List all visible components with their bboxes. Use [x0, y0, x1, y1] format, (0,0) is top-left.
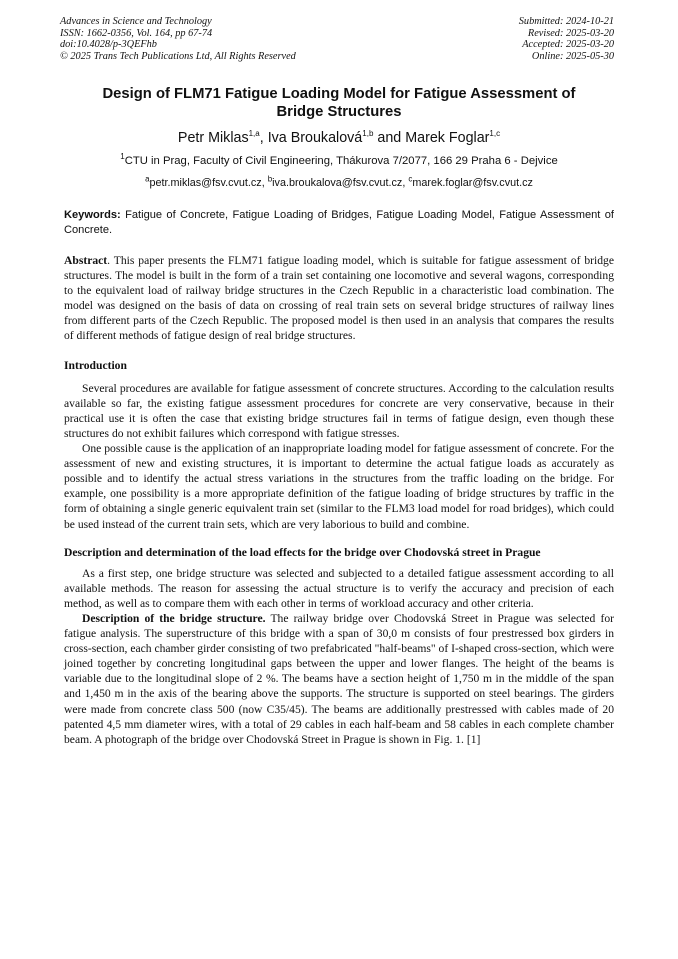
section2-paragraph-2	[64, 611, 617, 747]
email-list	[64, 176, 614, 190]
intro-paragraph-2: One possible cause is the application of an inappropriate loading model for fatigue assessment of concrete. For the assessment of new and existing structures, it is important to determine the actual fatigue loads as accurately as possible and to identify the actual stress variations in the structures from the traffic loading on the bridge. For example, one possibility is a more appropriate definition of the fatigue loading of bridge structures by traffic in the form of obtaining a single generic equivalent train set (similar to the FLM3 load model for road bridges), which could be used instead of the current train sets, which are very laborious to build and combine.	[64, 442, 614, 531]
intro-paragraph-1: Several procedures are available for fatigue assessment of concrete structures. According to the calculation results available so far, the existing fatigue assessment procedures for concrete are very conservative, because in their practical use it is often the case that existing bridge structures fail in terms of fatigue design, even though these structures do not exhibit failures which correspond with fatigue stresses.	[64, 381, 614, 440]
author-list	[64, 129, 614, 147]
paper-title: Design of FLM71 Fatigue Loading Model for Fatigue Assessment of Bridge Structures	[102, 86, 576, 120]
email-address[interactable]: iva.broukalova@fsv.cvut.cz	[272, 177, 403, 189]
email-sup: c	[408, 174, 413, 184]
email-separator: ,	[402, 177, 409, 189]
copyright: © 2025 Trans Tech Publications Ltd, All Rights Reserved	[60, 50, 296, 62]
running-header	[60, 16, 614, 62]
author-separator: and	[373, 130, 406, 146]
affiliation-text: CTU in Prag, Faculty of Civil Engineering, Thákurova 7/2077, 166 29 Praha 6 - Dejvice	[124, 155, 558, 167]
author-affiliation-sup: 1,b	[362, 129, 374, 139]
section2-paragraph-2-text: The railway bridge over Chodovská Street in Prague was selected for fatigue analysis. The superstructure of this bridge with a span of 30,0 m consists of four prestressed box girders in cross-section, each chamber girder consisting of two prefabricated "half-beams" of I-shaped cross-section, which were joined together by concreting longitudinal gaps between the upper and lower flanges. The height of the beams is variable due to the longitudinal slope of 2 %. The beams have a section height of 1,750 m in the middle of the span and 1,450 m in the axis of the bearing above the supports. The structure is supported on steel bearings. The girders were made from concrete class 500 (now C35/45). The beams are additionally prestressed with cables made of 20 patented 4,5 mm diameter wires, with a total of 29 cables in each half-beam and 58 cables in each complete chamber beam. A photograph of the bridge over Chodovská Street in Prague is shown in Fig. 1. [1]	[64, 611, 617, 746]
section-heading-introduction: Introduction	[64, 358, 127, 372]
journal-info	[60, 16, 296, 62]
author-separator: ,	[259, 130, 268, 146]
abstract-text: . This paper presents the FLM71 fatigue loading model, which is suitable for fatigue assessment of bridge structures. The model is built in the form of a train set containing one locomotive and several wagons, corresponding to the equivalent load of railway bridge structures in the Czech Republic in a characteristic load combination. The model was designed on the basis of data on crossing of real train sets on several bridge structures of railway lines from different parts of the Czech Republic. The proposed model is then used in an analysis that compares the results of different methods of fatigue design of real bridge structures.	[64, 254, 614, 343]
abstract	[64, 253, 614, 344]
revised-date: Revised: 2025-03-20	[527, 27, 614, 39]
author-name: Petr Miklas	[177, 130, 249, 146]
author-affiliation-sup: 1,c	[489, 129, 501, 139]
affiliation-sup: 1	[120, 152, 125, 162]
keywords	[64, 208, 618, 237]
online-date: Online: 2025-05-30	[531, 50, 614, 62]
doi[interactable]: doi:10.4028/p-3QEFhb	[60, 39, 157, 50]
paragraph-run-in-heading: Description of the bridge structure.	[82, 611, 266, 625]
issn: ISSN: 1662-0356, Vol. 164, pp 67-74	[60, 27, 213, 39]
email-sup: b	[267, 174, 273, 184]
email-address[interactable]: petr.miklas@fsv.cvut.cz	[149, 177, 262, 189]
email-address[interactable]: marek.foglar@fsv.cvut.cz	[412, 177, 533, 189]
author-name: Marek Foglar	[405, 130, 490, 146]
accepted-date: Accepted: 2025-03-20	[522, 39, 614, 50]
section-heading-bridge: Description and determination of the load effects for the bridge over Chodovská street in Prague	[64, 545, 541, 559]
keywords-text: Fatigue of Concrete, Fatigue Loading of Bridges, Fatigue Loading Model, Fatigue Assessment of Concrete.	[64, 209, 618, 236]
publication-dates	[519, 16, 614, 62]
author-affiliation-sup: 1,a	[248, 129, 260, 139]
abstract-label: Abstract	[64, 254, 108, 267]
affiliation	[64, 154, 614, 168]
email-sup: a	[145, 174, 150, 184]
author-name: Iva Broukalová	[267, 130, 363, 146]
journal-name: Advances in Science and Technology	[60, 16, 212, 27]
section2-paragraph-1: As a first step, one bridge structure was selected and subjected to a detailed fatigue assessment according to all available methods. The reason for assessing the actual structure is to verify the accuracy and precision of each method, as well as to compare them with each other in terms of workload accuracy and other criteria.	[64, 566, 614, 610]
keywords-label: Keywords:	[64, 209, 121, 221]
submitted-date: Submitted: 2024-10-21	[518, 16, 614, 27]
email-separator: ,	[261, 177, 268, 189]
